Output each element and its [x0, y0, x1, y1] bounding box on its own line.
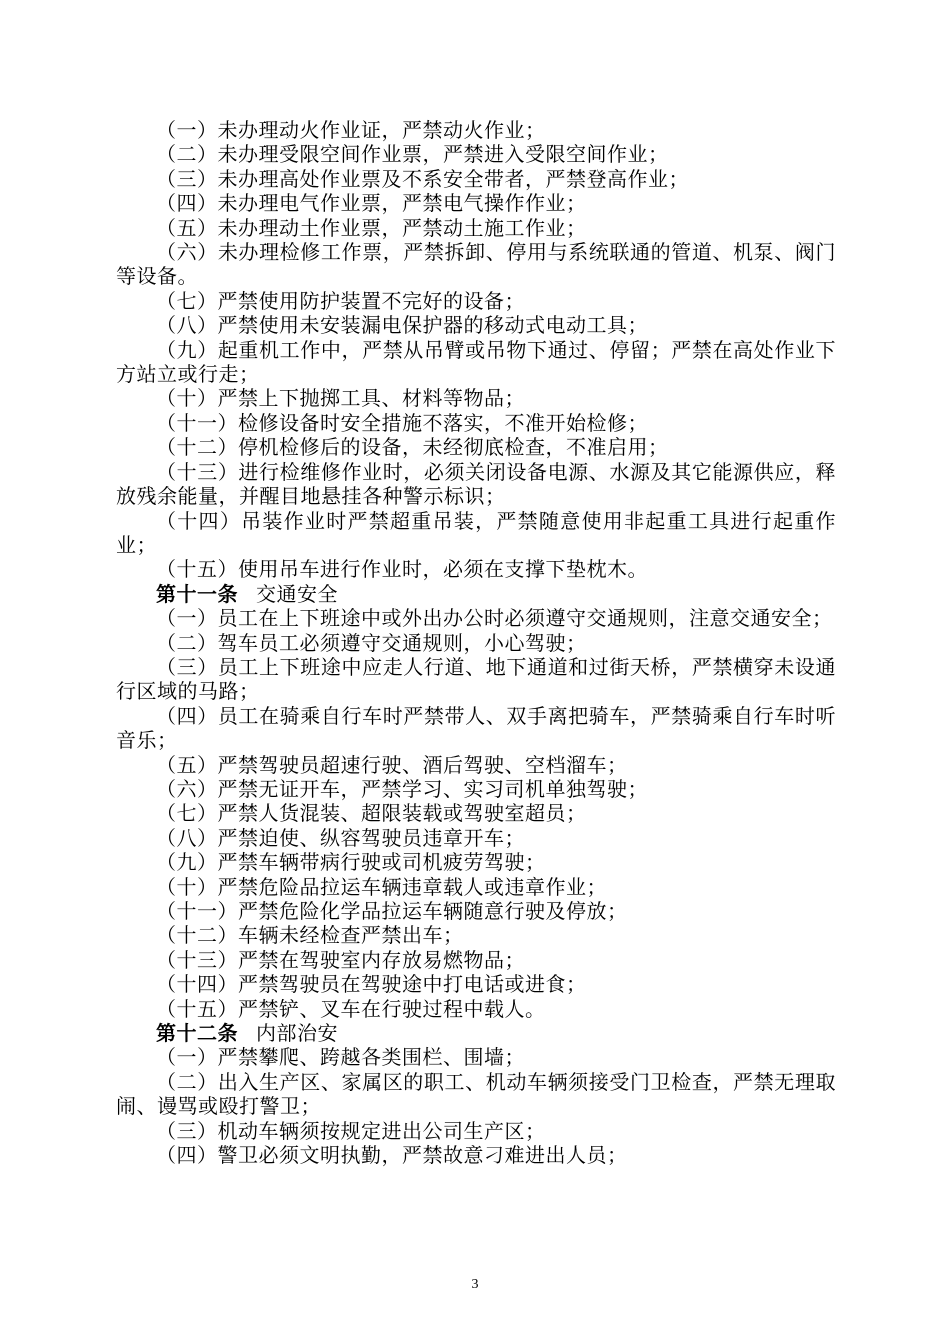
clause-paragraph: （十一）严禁危险化学品拉运车辆随意行驶及停放；	[156, 899, 628, 923]
clause-paragraph: （二）驾车员工必须遵守交通规则，小心驾驶；	[156, 630, 587, 655]
clause-paragraph: （五）严禁驾驶员超速行驶、酒后驾驶、空档溜车；	[156, 752, 628, 777]
clause-paragraph: （一）未办理动火作业证，严禁动火作业；	[156, 118, 546, 142]
clause-paragraph: （十四）吊装作业时严禁超重吊装，严禁随意使用非起重工具进行起重作业；	[116, 508, 836, 557]
clause-paragraph: （六）未办理检修工作票，严禁拆卸、停用与系统联通的管道、机泵、阀门等设备。	[116, 240, 836, 289]
clause-paragraph: （一）严禁攀爬、跨越各类围栏、围墙；	[156, 1045, 525, 1070]
clause-paragraph: （四）员工在骑乘自行车时严禁带人、双手离把骑车，严禁骑乘自行车时听音乐；	[116, 703, 836, 753]
clause-paragraph: （一）员工在上下班途中或外出办公时必须遵守交通规则，注意交通安全；	[156, 606, 833, 631]
clause-paragraph: （七）严禁人货混装、超限装载或驾驶室超员；	[156, 801, 587, 826]
article-number: 第十一条	[156, 581, 238, 606]
article-title: 内部治安	[256, 1021, 338, 1046]
article-heading	[116, 582, 836, 606]
article-heading	[116, 1021, 836, 1045]
page-number: 3	[471, 1277, 479, 1292]
clause-paragraph: （三）员工上下班途中应走人行道、地下通道和过街天桥，严禁横穿未设通行区域的马路；	[116, 654, 836, 704]
clause-paragraph: （十五）使用吊车进行作业时，必须在支撑下垫枕木。	[156, 557, 648, 582]
clause-paragraph: （四）警卫必须文明执勤，严禁故意刁难进出人员；	[156, 1143, 628, 1168]
clause-paragraph: （八）严禁迫使、纵容驾驶员违章开车；	[156, 825, 525, 850]
clause-paragraph: （十二）停机检修后的设备，未经彻底检查，不准启用；	[156, 435, 669, 460]
clause-paragraph: （二）出入生产区、家属区的职工、机动车辆须接受门卫检查，严禁无理取闹、谩骂或殴打警卫；	[116, 1069, 836, 1119]
document-body	[116, 118, 836, 1167]
clause-paragraph: （四）未办理电气作业票，严禁电气操作作业；	[156, 191, 587, 216]
clause-paragraph: （十）严禁危险品拉运车辆违章载人或违章作业；	[156, 874, 607, 899]
clause-paragraph: （十三）严禁在驾驶室内存放易燃物品；	[156, 947, 525, 972]
clause-paragraph: （八）严禁使用未安装漏电保护器的移动式电动工具；	[156, 313, 648, 338]
article-title: 交通安全	[256, 581, 338, 606]
clause-paragraph: （十四）严禁驾驶员在驾驶途中打电话或进食；	[156, 972, 587, 997]
clause-paragraph: （九）严禁车辆带病行驶或司机疲劳驾驶；	[156, 850, 546, 875]
clause-paragraph: （十五）严禁铲、叉车在行驶过程中载人。	[156, 996, 546, 1021]
clause-paragraph: （九）起重机工作中，严禁从吊臂或吊物下通过、停留；严禁在高处作业下方站立或行走；	[116, 337, 836, 387]
article-number: 第十二条	[156, 1021, 238, 1046]
clause-paragraph: （五）未办理动土作业票，严禁动土施工作业；	[156, 215, 587, 240]
clause-paragraph: （六）严禁无证开车，严禁学习、实习司机单独驾驶；	[156, 776, 648, 801]
clause-paragraph: （十三）进行检维修作业时，必须关闭设备电源、水源及其它能源供应，释放残余能量，并醒目地悬挂各种警示标识；	[116, 459, 836, 509]
clause-paragraph: （十一）检修设备时安全措施不落实，不准开始检修；	[156, 410, 648, 435]
clause-paragraph: （七）严禁使用防护装置不完好的设备；	[156, 288, 525, 313]
clause-paragraph: （十）严禁上下抛掷工具、材料等物品；	[156, 386, 525, 411]
clause-paragraph: （二）未办理受限空间作业票，严禁进入受限空间作业；	[156, 142, 669, 167]
clause-paragraph: （三）机动车辆须按规定进出公司生产区；	[156, 1118, 546, 1143]
clause-paragraph: （三）未办理高处作业票及不系安全带者，严禁登高作业；	[156, 166, 689, 191]
clause-paragraph: （十二）车辆未经检查严禁出车；	[156, 923, 464, 948]
